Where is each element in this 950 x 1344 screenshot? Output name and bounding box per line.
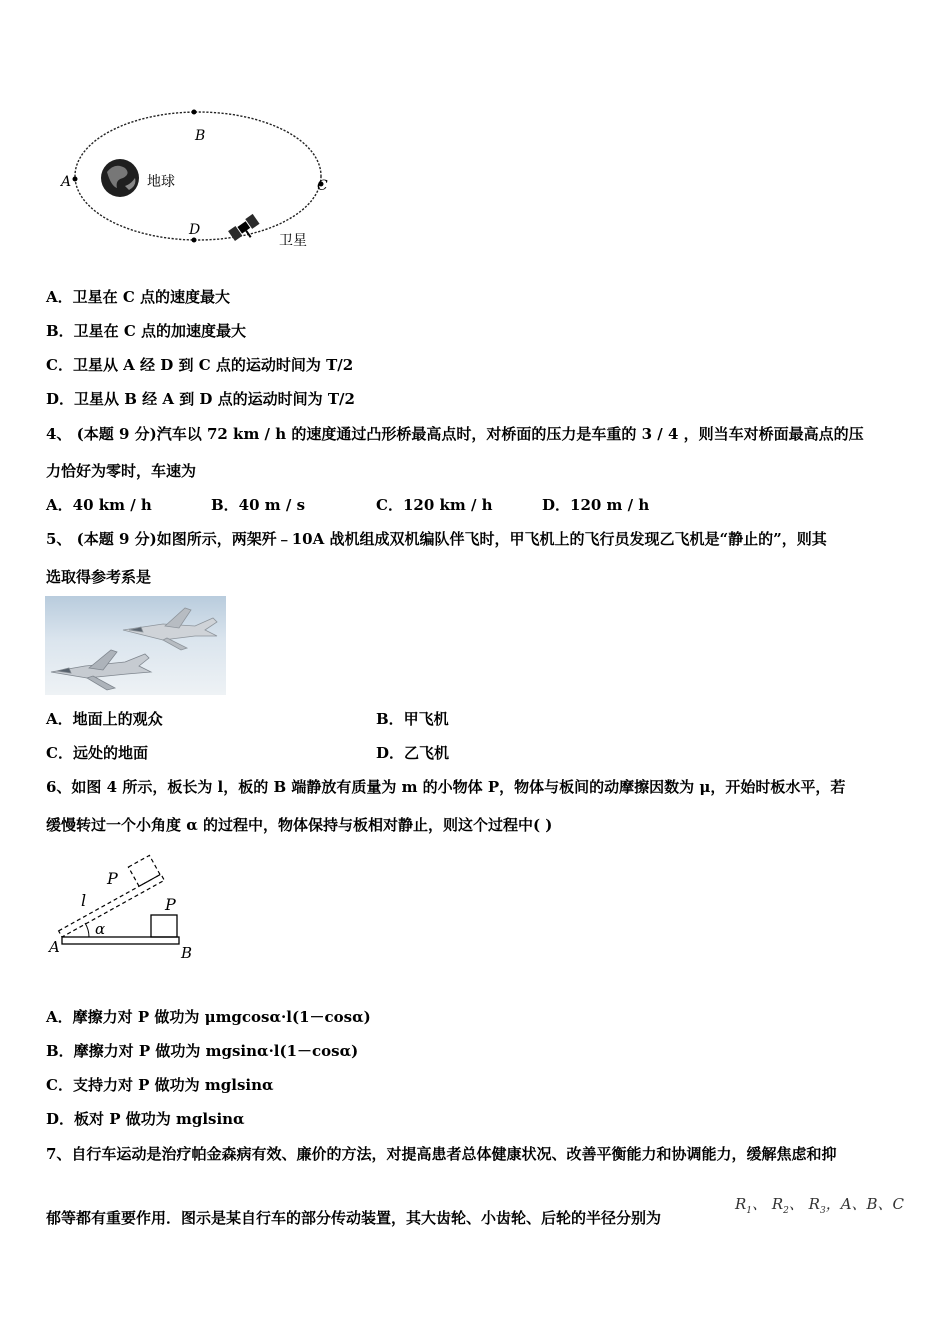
q6-stem-line1: 6、如图 4 所示，板长为 l，板的 B 端静放有质量为 m 的小物体 P，物体与板间的动摩擦因数为 μ，开始时板水平，若 xyxy=(46,778,846,796)
orbit-diagram xyxy=(55,100,345,255)
label-b: B xyxy=(195,128,206,144)
tilted-board xyxy=(48,855,164,937)
q3-option-b: B．卫星在 C 点的加速度最大 xyxy=(46,322,247,340)
label-a: A xyxy=(61,174,72,190)
q5-stem-line2: 选取得参考系是 xyxy=(46,568,152,586)
label-d: D xyxy=(189,222,201,238)
fighter-jets-photo xyxy=(45,596,226,695)
q4-option-b: B．40 m / s xyxy=(211,496,306,514)
q6-option-b: B．摩擦力对 P 做功为 mgsinα·l(1－cosα) xyxy=(46,1042,359,1060)
label-alpha: α xyxy=(95,920,106,938)
incline-board-diagram xyxy=(45,850,205,965)
q4-option-a: A．40 km / h xyxy=(46,496,152,514)
point-a-dot xyxy=(73,177,78,182)
q5-option-b: B．甲飞机 xyxy=(376,710,449,728)
satellite-icon xyxy=(228,214,263,246)
q6-option-d: D．板对 P 做功为 mglsinα xyxy=(46,1110,245,1128)
label-satellite: 卫星 xyxy=(279,233,307,249)
q5-stem-line1: 5、 (本题 9 分)如图所示，两架歼﹣10A 战机组成双机编队伴飞时，甲飞机上的飞行员发现乙飞机是“静止的”，则其 xyxy=(46,530,827,548)
point-b-dot xyxy=(192,110,197,115)
q7-stem-line2: 郁等都有重要作用．图示是某自行车的部分传动装置，其大齿轮、小齿轮、后轮的半径分别为 xyxy=(46,1209,662,1227)
block-p xyxy=(151,915,177,937)
q6-stem-line2: 缓慢转过一个小角度 α 的过程中，物体保持与板相对静止，则这个过程中( ) xyxy=(46,816,553,834)
q4-option-d: D．120 m / h xyxy=(542,496,650,514)
q5-option-a: A．地面上的观众 xyxy=(46,710,163,728)
q5-option-c: C．远处的地面 xyxy=(46,744,148,762)
point-d-dot xyxy=(192,238,197,243)
q6-option-c: C．支持力对 P 做功为 mglsinα xyxy=(46,1076,274,1094)
label-l: l xyxy=(81,891,87,910)
q3-option-d: D．卫星从 B 经 A 到 D 点的运动时间为 T/2 xyxy=(46,390,355,408)
q3-option-a: A．卫星在 C 点的速度最大 xyxy=(46,288,231,306)
label-p-top: P xyxy=(107,869,118,888)
label-earth: 地球 xyxy=(147,174,175,190)
q5-option-d: D．乙飞机 xyxy=(376,744,450,762)
q4-option-c: C．120 km / h xyxy=(376,496,493,514)
label-p-right: P xyxy=(165,895,176,914)
jet-icon xyxy=(123,608,217,650)
angle-arc xyxy=(85,923,89,937)
label-a: A xyxy=(49,938,60,956)
q6-option-a: A．摩擦力对 P 做功为 μmgcosα·l(1－cosα) xyxy=(46,1008,371,1026)
label-b: B xyxy=(181,944,193,962)
q4-stem-line1: 4、 (本题 9 分)汽车以 72 km / h 的速度通过凸形桥最高点时，对桥面的压力是车重的 3 / 4 ，则当车对桥面最高点的压 xyxy=(46,425,864,443)
q7-radii-formula: $R_1$、 $R_2$、 $R_3$，A、B、C xyxy=(735,1195,905,1216)
q3-option-c: C．卫星从 A 经 D 到 C 点的运动时间为 T/2 xyxy=(46,356,354,374)
q4-stem-line2: 力恰好为零时，车速为 xyxy=(46,462,197,480)
earth-icon xyxy=(101,159,139,197)
board xyxy=(62,937,179,944)
jet-icon xyxy=(51,650,151,690)
q7-stem-line1: 7、自行车运动是治疗帕金森病有效、廉价的方法，对提高患者总体健康状况、改善平衡能力和协调能力，缓解焦虑和抑 xyxy=(46,1145,837,1163)
label-c: C xyxy=(317,178,328,194)
